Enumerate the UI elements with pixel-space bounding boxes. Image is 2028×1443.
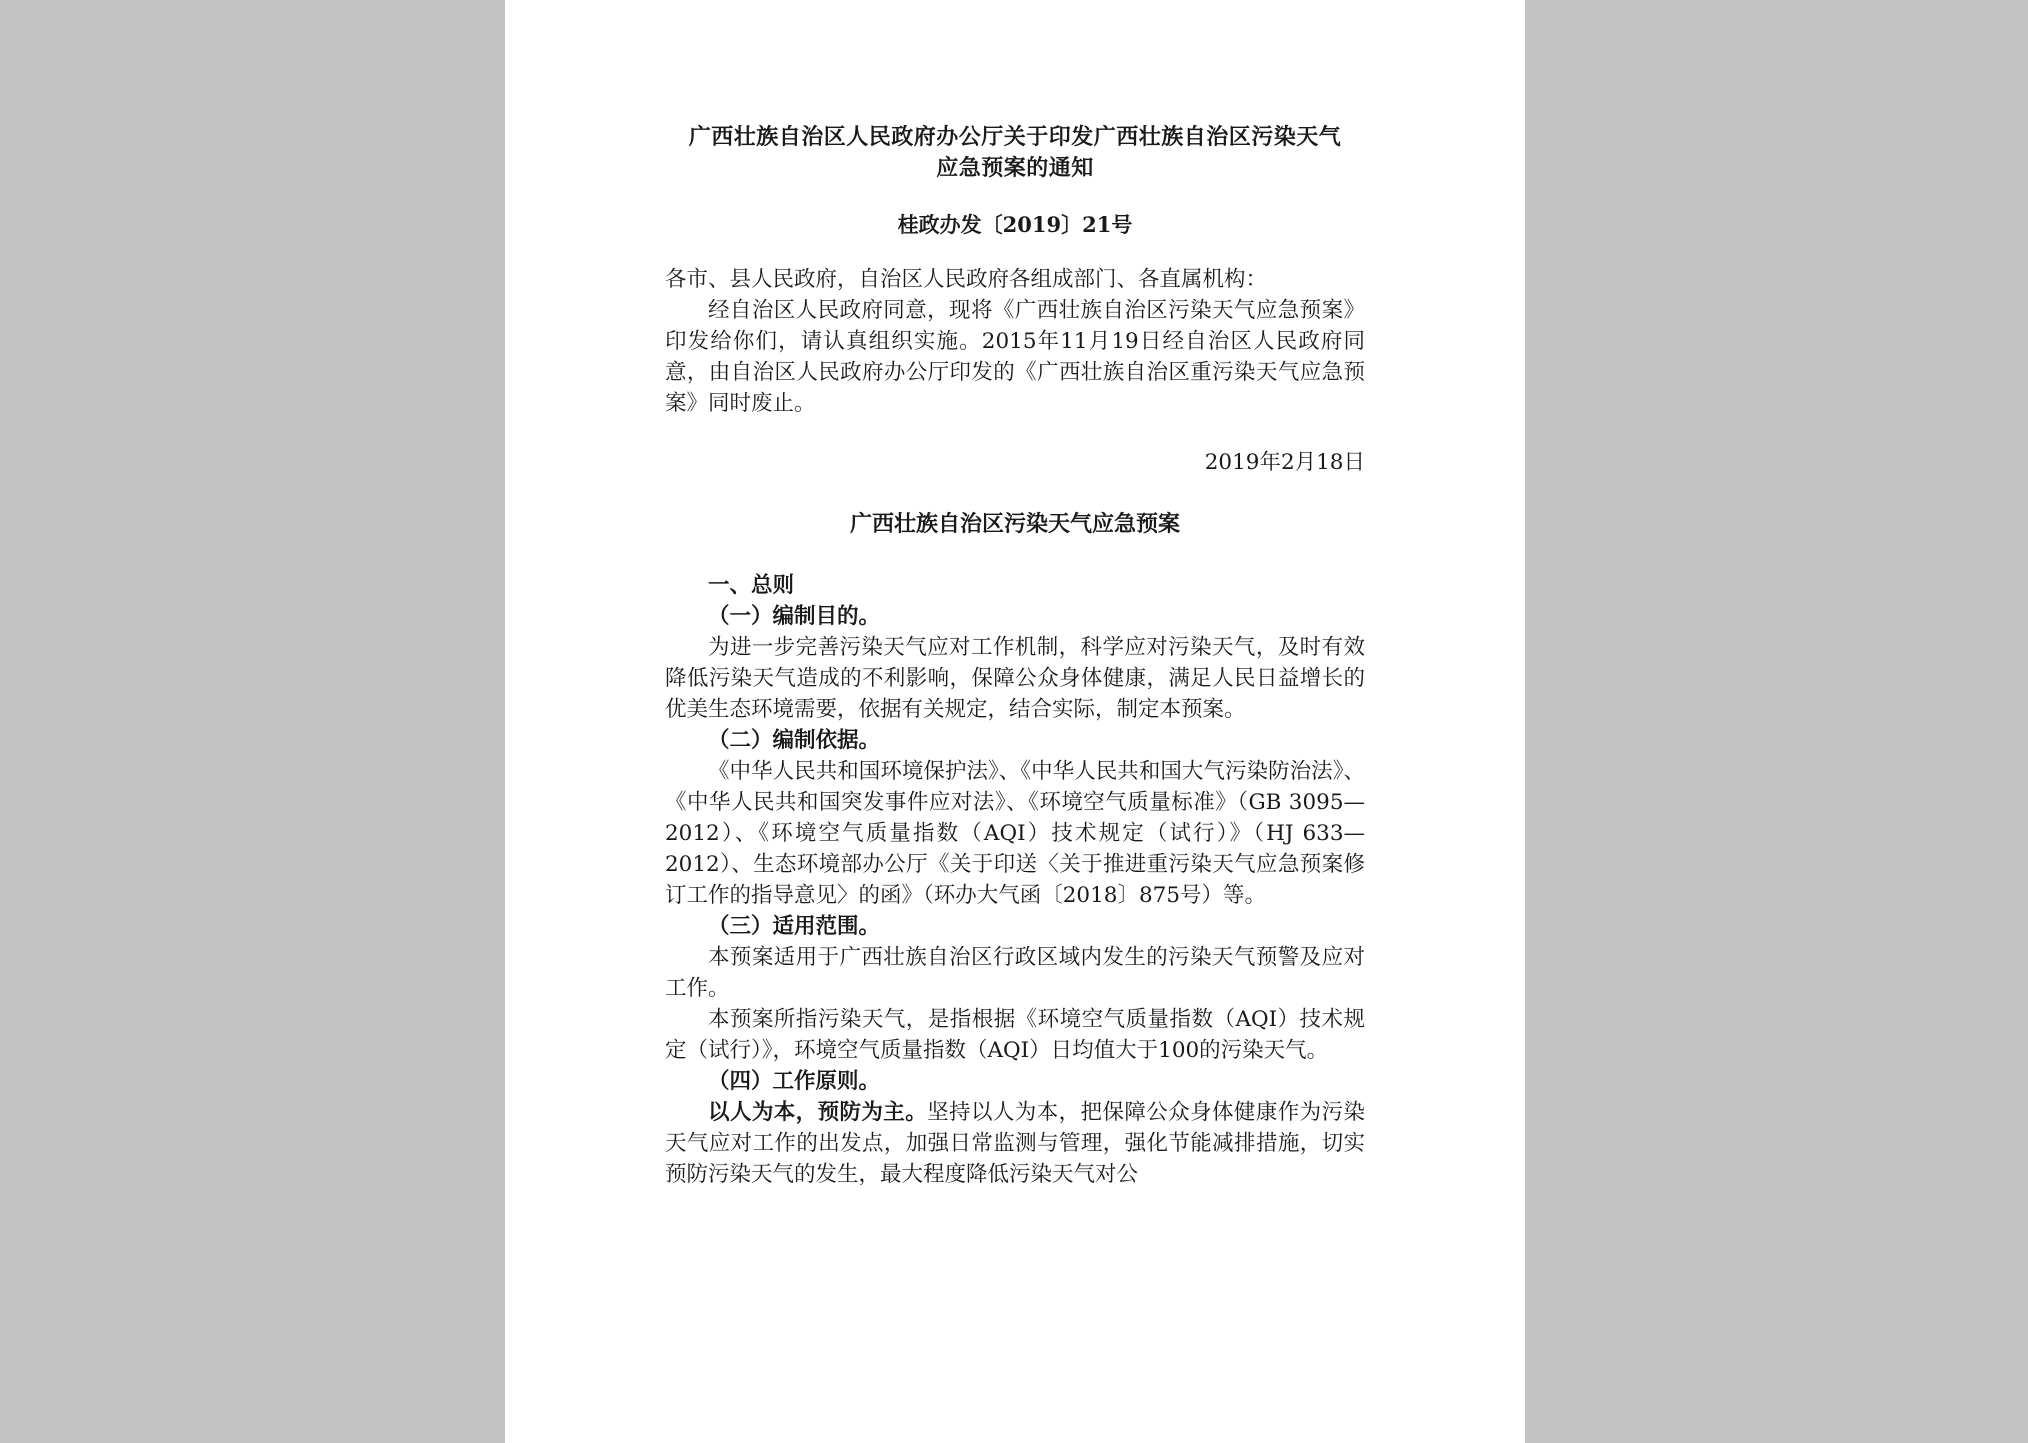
document-content xyxy=(665,122,1365,1190)
document-title xyxy=(665,122,1365,184)
scope-paragraph-2: 本预案所指污染天气，是指根据《环境空气质量指数（AQI）技术规定（试行）》，环境空气质量指数（AQI）日均值大于100的污染天气。 xyxy=(665,1007,1365,1063)
intro-paragraph: 经自治区人民政府同意，现将《广西壮族自治区污染天气应急预案》印发给你们，请认真组织实施。2015年11月19日经自治区人民政府同意，由自治区人民政府办公厅印发的《广西壮族自治区重污染天气应急预案》同时废止。 xyxy=(665,298,1365,416)
subsection-heading-purpose: （一）编制目的。 xyxy=(708,604,881,629)
principles-paragraph xyxy=(665,1097,1365,1190)
plan-title: 广西壮族自治区污染天气应急预案 xyxy=(849,511,1180,537)
subsection-heading-basis: （二）编制依据。 xyxy=(708,728,881,753)
title-line-2: 应急预案的通知 xyxy=(936,155,1094,181)
scope-paragraph-1: 本预案适用于广西壮族自治区行政区域内发生的污染天气预警及应对工作。 xyxy=(665,945,1365,1001)
section-heading-general: 一、总则 xyxy=(708,573,795,598)
purpose-paragraph: 为进一步完善污染天气应对工作机制，科学应对污染天气，及时有效降低污染天气造成的不利影响，保障公众身体健康，满足人民日益增长的优美生态环境需要，依据有关规定，结合实际，制定本预案。 xyxy=(665,635,1365,722)
title-line-1: 广西壮族自治区人民政府办公厅关于印发广西壮族自治区污染天气 xyxy=(688,124,1342,150)
addressee: 各市、县人民政府，自治区人民政府各组成部门、各直属机构： xyxy=(665,267,1268,292)
principle-lead: 以人为本，预防为主。 xyxy=(708,1100,928,1125)
subsection-heading-principles: （四）工作原则。 xyxy=(708,1069,881,1094)
basis-paragraph: 《中华人民共和国环境保护法》、《中华人民共和国大气污染防治法》、《中华人民共和国突发事件应对法》、《环境空气质量标准》（GB 3095—2012）、《环境空气质量指数（AQI）技术规定（试行）》（HJ 633—2012）、生态环境部办公厅《关于印送〈关于推进重污染天气应急预案修订工作的指导意见〉的函》（环办大气函〔2018〕875号）等。 xyxy=(665,759,1365,908)
issue-date: 2019年2月18日 xyxy=(1204,450,1365,475)
subsection-heading-scope: （三）适用范围。 xyxy=(708,914,881,939)
principle-text: 坚持以人为本，把保障公众身体健康作为污染天气应对工作的出发点，加强日常监测与管理，强化节能减排措施，切实预防污染天气的发生，最大程度降低污染天气对公 xyxy=(665,1100,1365,1187)
document-number: 桂政办发〔2019〕21号 xyxy=(897,212,1133,237)
document-page xyxy=(505,0,1525,1443)
